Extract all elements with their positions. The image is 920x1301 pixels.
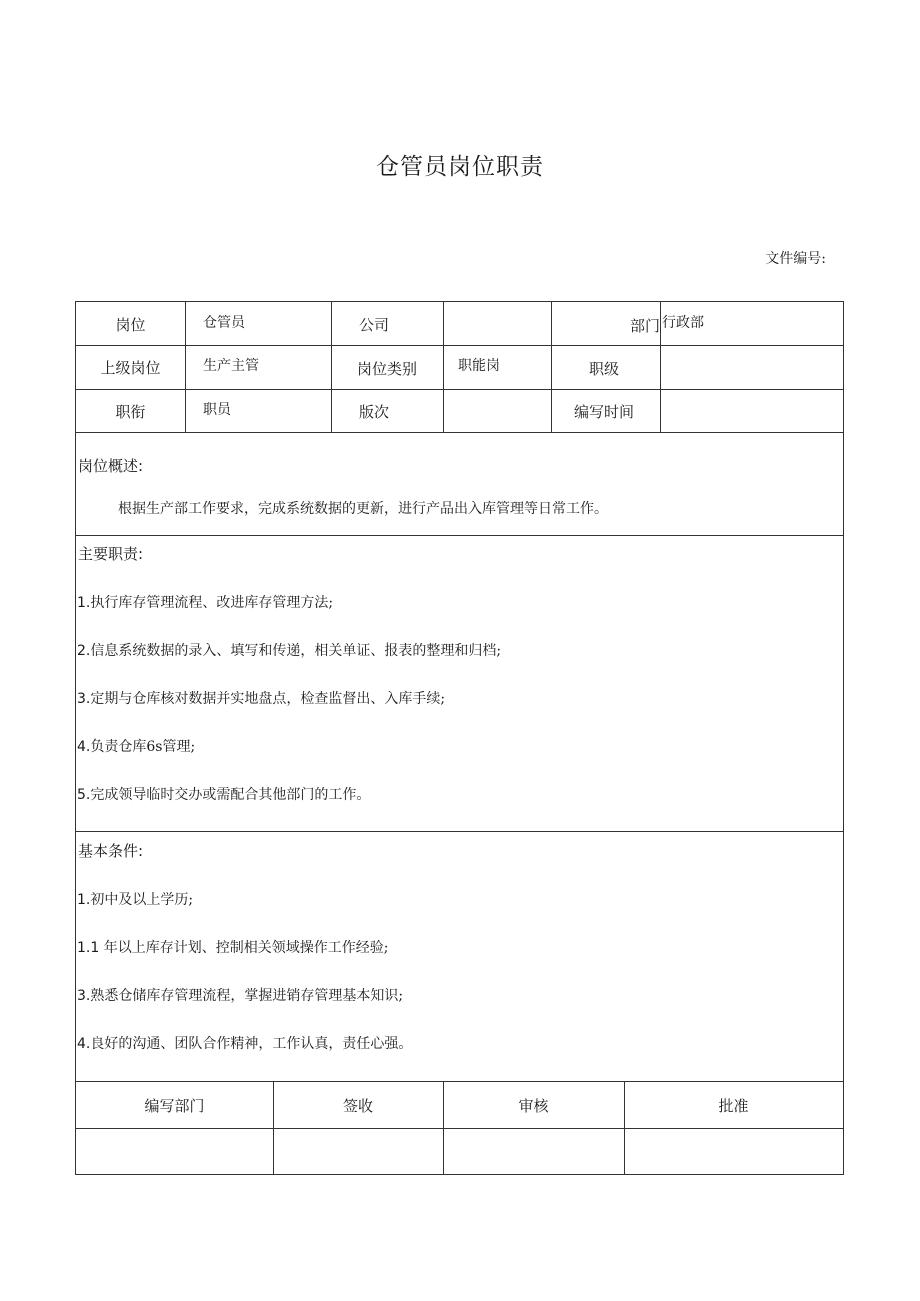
file-number-label: 文件编号: (765, 251, 826, 267)
page-title: 仓管员岗位职责 (376, 154, 544, 180)
position-value: 仓管员 (203, 315, 245, 331)
position-label: 岗位 (115, 316, 146, 334)
requirement-item: 4.良好的沟通、团队合作精神，工作认真，责任心强。 (77, 1036, 413, 1052)
written-time-label: 编写时间 (574, 403, 635, 421)
position-category-label: 岗位类别 (357, 360, 418, 378)
duty-item: 2.信息系统数据的录入、填写和传递，相关单证、报表的整理和归档; (77, 643, 502, 659)
overview-title: 岗位概述: (78, 457, 144, 475)
signoff-header-receipt: 签收 (342, 1097, 373, 1115)
position-category-value: 职能岗 (458, 358, 500, 374)
job-description-table (75, 301, 844, 1175)
company-label: 公司 (359, 316, 390, 334)
version-label: 版次 (359, 403, 390, 421)
duty-item: 4.负责仓库6s管理; (77, 739, 196, 755)
rank-label: 职级 (589, 360, 620, 378)
signoff-header-author-dept: 编写部门 (144, 1097, 205, 1115)
signoff-header-approval: 批准 (718, 1097, 749, 1115)
title-label: 职衔 (115, 403, 146, 421)
duty-item: 1.执行库存管理流程、改进库存管理方法; (77, 595, 334, 611)
department-label: 部门 (629, 317, 660, 335)
signoff-header-review: 审核 (518, 1097, 549, 1115)
requirement-item: 1.初中及以上学历; (77, 892, 194, 908)
overview-text: 根据生产部工作要求，完成系统数据的更新，进行产品出入库管理等日常工作。 (118, 501, 608, 517)
supervisor-label: 上级岗位 (100, 359, 161, 377)
requirement-item: 1.1 年以上库存计划、控制相关领域操作工作经验; (77, 940, 389, 956)
supervisor-value: 生产主管 (203, 358, 259, 374)
duty-item: 3.定期与仓库核对数据并实地盘点，检查监督出、入库手续; (77, 691, 446, 707)
duty-item: 5.完成领导临时交办或需配合其他部门的工作。 (77, 787, 371, 803)
requirements-title: 基本条件: (78, 842, 144, 860)
department-value: 行政部 (662, 315, 704, 331)
title-value: 职员 (203, 402, 231, 418)
duties-title: 主要职责: (78, 545, 144, 563)
requirement-item: 3.熟悉仓储库存管理流程，掌握进销存管理基本知识; (77, 988, 404, 1004)
